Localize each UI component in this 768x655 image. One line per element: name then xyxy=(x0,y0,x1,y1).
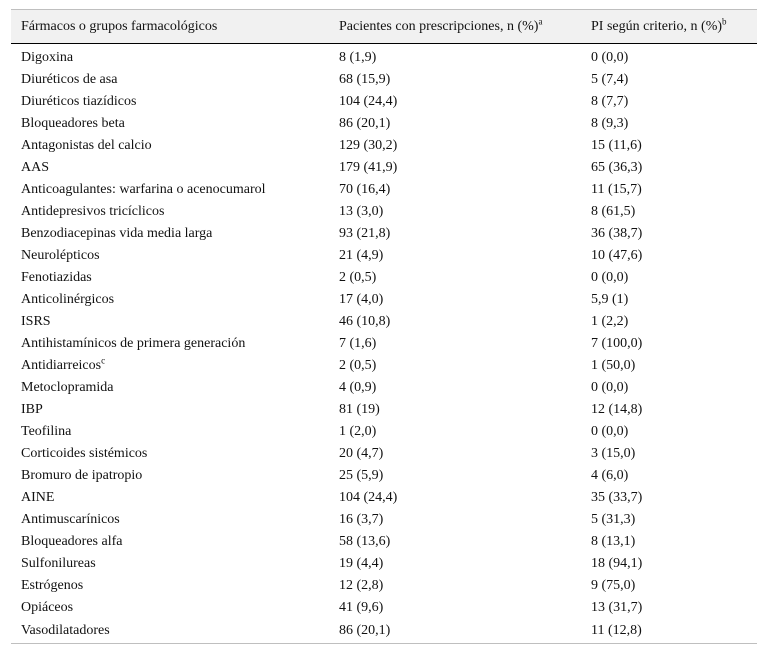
drug-name: Sulfonilureas xyxy=(21,556,96,571)
pi-cell: 11 (12,8) xyxy=(581,619,757,644)
table-row xyxy=(11,201,757,223)
drug-name: Vasodilatadores xyxy=(21,623,110,638)
patients-cell: 7 (1,6) xyxy=(339,336,377,351)
table-row xyxy=(11,223,757,245)
pi-cell: 0 (0,0) xyxy=(591,50,629,65)
patients-cell: 46 (10,8) xyxy=(339,314,391,329)
patients-cell: 17 (4,0) xyxy=(339,292,384,307)
drug-name-cell xyxy=(11,311,329,333)
patients-cell: 86 (20,1) xyxy=(339,116,391,131)
table-row xyxy=(11,575,757,597)
patients-cell: 104 (24,4) xyxy=(339,94,398,109)
patients-cell: 20 (4,7) xyxy=(339,446,384,461)
drug-name: Metoclopramida xyxy=(21,380,114,395)
table-row xyxy=(11,487,757,509)
table-row xyxy=(11,377,757,399)
table-row xyxy=(11,113,757,135)
drug-name: Estrógenos xyxy=(21,578,84,593)
drug-name-cell xyxy=(11,333,329,355)
patients-cell: 16 (3,7) xyxy=(339,512,384,527)
drug-name-cell xyxy=(11,399,329,421)
patients-cell: 70 (16,4) xyxy=(339,182,391,197)
header-row xyxy=(11,10,757,44)
table-row xyxy=(11,157,757,179)
pi-cell: 18 (94,1) xyxy=(591,556,643,571)
patients-cell: 19 (4,4) xyxy=(339,556,384,571)
table-header xyxy=(11,10,757,44)
table-row xyxy=(11,135,757,157)
drug-name-cell xyxy=(11,223,329,245)
drug-name-cell xyxy=(11,135,329,157)
table-row xyxy=(11,553,757,575)
drug-name: Digoxina xyxy=(21,50,74,65)
pi-cell: 15 (11,6) xyxy=(591,138,642,153)
table-row xyxy=(11,509,757,531)
patients-cell: 2 (0,5) xyxy=(339,270,377,285)
table-row xyxy=(11,399,757,421)
patients-cell: 104 (24,4) xyxy=(339,490,398,505)
table-row xyxy=(11,333,757,355)
drug-name: Diuréticos de asa xyxy=(21,72,118,87)
drug-name: Neurolépticos xyxy=(21,248,100,263)
table-row xyxy=(11,267,757,289)
patients-cell: 8 (1,9) xyxy=(339,50,377,65)
drug-name-cell xyxy=(11,465,329,487)
header-patients xyxy=(329,10,581,44)
table-row xyxy=(11,179,757,201)
drug-name-cell xyxy=(11,443,329,465)
table-row xyxy=(11,245,757,267)
table-row xyxy=(11,443,757,465)
drug-name-cell xyxy=(11,575,329,597)
drug-name-cell xyxy=(11,487,329,509)
drug-name-cell xyxy=(11,201,329,223)
drug-name-cell xyxy=(11,377,329,399)
pi-cell: 8 (13,1) xyxy=(591,534,636,549)
table-row xyxy=(11,289,757,311)
drug-name: AINE xyxy=(21,490,55,505)
pi-cell: 4 (6,0) xyxy=(591,468,629,483)
pi-cell: 1 (50,0) xyxy=(591,358,636,373)
patients-cell: 179 (41,9) xyxy=(339,160,398,175)
drug-name: Antidiarreicos xyxy=(21,358,102,373)
pi-cell: 0 (0,0) xyxy=(591,424,629,439)
drug-name-cell xyxy=(11,245,329,267)
drug-name-cell xyxy=(11,531,329,553)
table-row xyxy=(11,619,757,644)
drug-name: Opiáceos xyxy=(21,600,74,615)
drug-name: Anticolinérgicos xyxy=(21,292,115,307)
patients-cell: 4 (0,9) xyxy=(339,380,377,395)
drug-name: Benzodiacepinas vida media larga xyxy=(21,226,213,241)
patients-cell: 2 (0,5) xyxy=(339,358,377,373)
drug-name-cell xyxy=(11,113,329,135)
drug-name-cell xyxy=(11,289,329,311)
footnote-c: c xyxy=(101,355,106,366)
patients-cell: 13 (3,0) xyxy=(339,204,384,219)
patients-cell: 68 (15,9) xyxy=(339,72,391,87)
table-row xyxy=(11,597,757,619)
table-row xyxy=(11,531,757,553)
drug-name: Corticoides sistémicos xyxy=(21,446,148,461)
patients-cell: 93 (21,8) xyxy=(339,226,391,241)
pi-cell: 35 (33,7) xyxy=(591,490,643,505)
patients-cell: 129 (30,2) xyxy=(339,138,398,153)
pi-cell: 5,9 (1) xyxy=(591,292,629,307)
table-row xyxy=(11,355,757,377)
drug-name: Antimuscarínicos xyxy=(21,512,120,527)
pi-cell: 36 (38,7) xyxy=(591,226,643,241)
pi-cell: 12 (14,8) xyxy=(591,402,643,417)
pi-cell: 10 (47,6) xyxy=(591,248,643,263)
drug-name-cell xyxy=(11,553,329,575)
drug-name: Bloqueadores alfa xyxy=(21,534,123,549)
drug-prescription-table xyxy=(11,9,757,644)
pi-cell: 11 (15,7) xyxy=(591,182,642,197)
drug-name-cell xyxy=(11,157,329,179)
table-body xyxy=(11,44,757,644)
pi-cell: 5 (7,4) xyxy=(591,72,629,87)
pi-cell: 3 (15,0) xyxy=(591,446,636,461)
patients-cell: 1 (2,0) xyxy=(339,424,377,439)
pi-cell: 13 (31,7) xyxy=(591,600,643,615)
footnote-a: a xyxy=(538,15,543,26)
drug-name-cell xyxy=(11,509,329,531)
header-drug-group xyxy=(11,10,329,44)
drug-table-container xyxy=(11,9,757,644)
table-row xyxy=(11,465,757,487)
drug-name-cell xyxy=(11,597,329,619)
drug-name-cell xyxy=(11,44,329,70)
table-row xyxy=(11,311,757,333)
drug-name-cell xyxy=(11,355,329,377)
table-row xyxy=(11,69,757,91)
pi-cell: 0 (0,0) xyxy=(591,270,629,285)
drug-name: AAS xyxy=(21,160,50,175)
drug-name: Antihistamínicos de primera generación xyxy=(21,336,246,351)
drug-name-cell xyxy=(11,91,329,113)
table-row xyxy=(11,44,757,70)
drug-name: Anticoagulantes: warfarina o acenocumarol xyxy=(21,182,266,197)
drug-name-cell xyxy=(11,619,329,644)
drug-name-cell xyxy=(11,69,329,91)
table-row xyxy=(11,91,757,113)
drug-name: Bromuro de ipatropio xyxy=(21,468,143,483)
pi-cell: 8 (9,3) xyxy=(591,116,629,131)
drug-name: ISRS xyxy=(21,314,51,329)
patients-cell: 41 (9,6) xyxy=(339,600,384,615)
pi-cell: 9 (75,0) xyxy=(591,578,636,593)
patients-cell: 12 (2,8) xyxy=(339,578,384,593)
drug-name: Bloqueadores beta xyxy=(21,116,125,131)
header-patients-label: Pacientes con prescripciones, n (%) xyxy=(339,18,539,34)
pi-cell: 8 (7,7) xyxy=(591,94,629,109)
table-row xyxy=(11,421,757,443)
drug-name-cell xyxy=(11,267,329,289)
drug-name-cell xyxy=(11,179,329,201)
header-pi xyxy=(581,10,757,44)
drug-name: Antidepresivos tricíclicos xyxy=(21,204,165,219)
header-pi-label: PI según criterio, n (%) xyxy=(591,18,723,34)
pi-cell: 65 (36,3) xyxy=(591,160,643,175)
drug-name-cell xyxy=(11,421,329,443)
drug-name: Antagonistas del calcio xyxy=(21,138,152,153)
drug-name: Teofilina xyxy=(21,424,72,439)
patients-cell: 25 (5,9) xyxy=(339,468,384,483)
pi-cell: 8 (61,5) xyxy=(591,204,636,219)
pi-cell: 5 (31,3) xyxy=(591,512,636,527)
drug-name: Fenotiazidas xyxy=(21,270,92,285)
patients-cell: 58 (13,6) xyxy=(339,534,391,549)
drug-name: Diuréticos tiazídicos xyxy=(21,94,137,109)
header-drug-group-label: Fármacos o grupos farmacológicos xyxy=(21,18,218,34)
drug-name: IBP xyxy=(21,402,43,417)
pi-cell: 1 (2,2) xyxy=(591,314,629,329)
patients-cell: 81 (19) xyxy=(339,402,380,417)
pi-cell: 0 (0,0) xyxy=(591,380,629,395)
patients-cell: 86 (20,1) xyxy=(329,619,581,644)
footnote-b: b xyxy=(722,15,727,26)
pi-cell: 7 (100,0) xyxy=(591,336,643,351)
patients-cell: 21 (4,9) xyxy=(339,248,384,263)
